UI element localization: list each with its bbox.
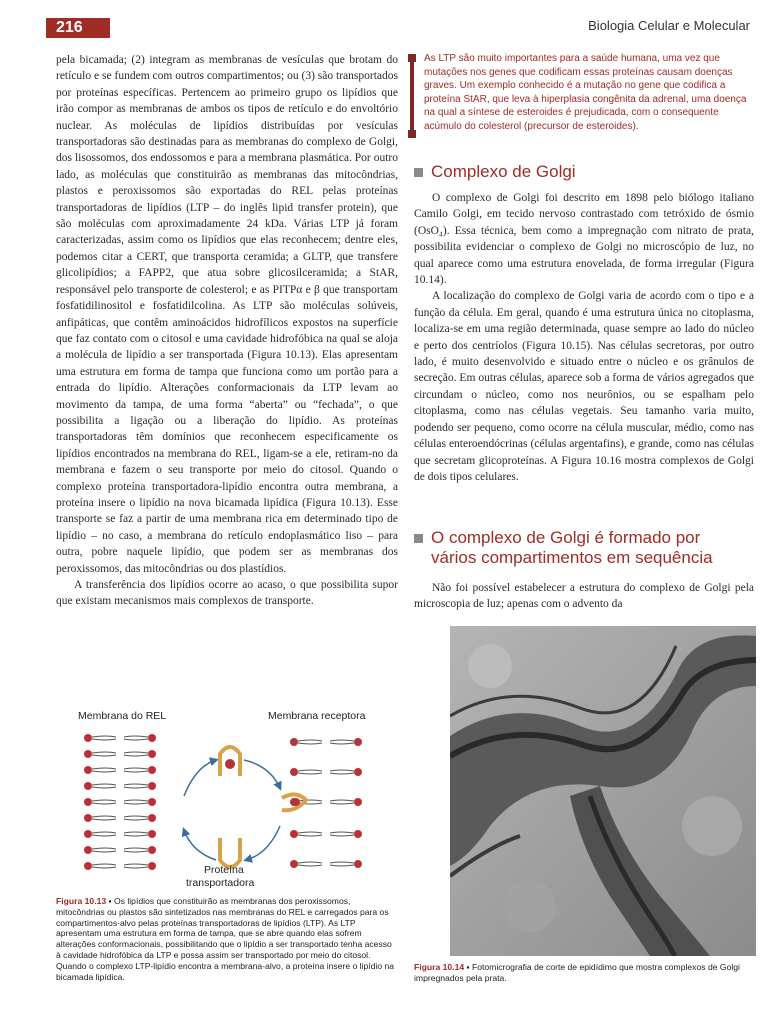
paragraph: A transferência dos lipídios ocorre ao acaso, o que possibilita supor que existam mecanismos mais complexos de transporte. <box>56 579 398 608</box>
ltp-protein-inserting-icon <box>282 794 306 810</box>
page-number: 216 <box>46 18 110 38</box>
section-heading-golgi <box>414 162 576 182</box>
figure-10-13-caption: Figura 10.13 ▪ Os lipídios que constituirão as membranas dos peroxissomos, mitocôndrias ou plastos são sintetizados nas membranas do REL e carregados para os compartimentos-alvo pelas proteínas transportadoras de lipídios (LTP). As LTP apresentam uma estrutura em forma de tampa, que se abre quando elas sofrem alterações conformacionais, possibilitando que o lipídio a ser transportado tenha acesso à cavidade hidrofóbica da LTP e possa assim ser transportado por meio do citosol. Quando o complexo LTP-lipídio encontra a membrana-alvo, a proteína insere o lipídio na bicamada lipídica. <box>56 896 395 982</box>
section-heading-compartments <box>414 528 754 568</box>
figure-10-14-caption: Figura 10.14 ▪ Fotomicrografia de corte de epidídimo que mostra complexos de Golgi impregnados pela prata. <box>414 962 740 983</box>
callout-bar <box>410 54 414 138</box>
ltp-protein-open-icon <box>220 838 240 867</box>
paragraph: Não foi possível estabelecer a estrutura do complexo de Golgi pela microscopia de luz; apenas com o advento da <box>414 582 754 611</box>
micrograph-image <box>450 626 756 956</box>
caption-label: Figura 10.13 <box>56 896 107 906</box>
bullet-square-icon <box>414 534 423 543</box>
callout-text: As LTP são muito importantes para a saúde humana, uma vez que mutações nos genes que codificam essas proteínas causam doenças graves. Um exemplo conhecido é a mutação no gene que codifica a proteína StAR, que leva à hiperplasia congênita da adrenal, uma doença na qual a síntese de esteroides é prejudicada, com o consequente acúmulo do colesterol (precursor de esteroides). <box>424 53 747 132</box>
paragraph: A localização do complexo de Golgi varia de acordo com o tipo e a função da célula. Em geral, quando é uma estrutura única no citoplasma, localiza-se em uma região determinada, quase sempre ao lado do núcleo e perto dos centríolos (Figura 10.15). Nas células secretoras, por outro lado, é muito desenvolvido e situado entre o núcleo e os grânulos de secreção. Em outras células, aparece sob a forma de vários agregados que circundam o núcleo, como nos neurônios, ou se espalham pelo citoplasma, como nas células vegetais. Seu tamanho varia muito, podendo ser pequeno, como ocorre na célula muscular, médio, como nas células enteroendócrinas (células argentafins), e grande, como nas células que secretam glicoproteínas. A Figura 10.16 mostra complexos de Golgi de dois tipos celulares. <box>414 290 754 483</box>
bullet-square-icon <box>414 168 423 177</box>
right-column <box>414 190 754 485</box>
paragraph: pela bicamada; (2) integram as membranas de vesículas que brotam do retículo e se fundem com outros compartimentos; ou (3) são transportados por proteínas específicas. Pertencem ao primeiro grupo os lipídios que irão compor as membranas de ambos os tipos de retículo e do envoltório nuclear. As moléculas de lipídios distribuídas por vesículas transportadoras são destinadas para as membranas do complexo de Golgi, dos lisossomos, dos endossomos e para a membrana plasmática. Por outro lado, as moléculas que constituirão as membranas das mitocôndrias, plastos e peroxissomos são exportadas do REL pelas proteínas transportadoras de lipídios (LTP – do inglês lipid transfer protein), que são moléculas com aproximadamente 24 kDa. Várias LTP já foram caracterizadas, assim como os lipídios que elas reconhecem; dentre eles, podemos citar a CERT, que transporta ceramida; a GLTP, que transfere glicolipídios; a FAPP2, que atua sobre glicosilceramida; a StAR, responsável pelo transporte de colesterol; e as PITPα e β que transportam fosfatidilinositol e fosfatidilcolina. As LTP são moléculas solúveis, anfipáticas, que contêm aminoácidos hidrofílicos expostos na superfície que faz contato com o citosol e uma cavidade hidrofóbica na qual se aloja a molécula de lipídio a ser transportada (Figura 10.13). Elas apresentam uma estrutura em forma de tampa que funciona como um portão para a entrada do lipídio. Alterações conformacionais da LTP levam ao movimento da tampa, de uma forma “aberta” ou “fechada”, o que possibilita a ligação ou a liberação do lipídio. As proteínas transportadoras têm domínios que reconhecem especificamente os lipídios encontrados na membrana do REL, ligam-se a ele, retiram-no da membrana e fazem o seu transporte por meio do citosol. Quando o complexo proteína transportadora-lipídio encontra outra membrana, a proteína insere o lipídio na nova bicamada lipídica (Figura 10.13). Esse transporte se faz a partir de uma membrana rica em determinado tipo de lipídio – no caso, a membrana do retículo endoplasmático liso – para outra, pobre naquele lipídio, que podem ser as membranas dos peroxissomos, das mitocôndrias ou dos plastídios. <box>56 54 398 575</box>
caption-text: Os lipídios que constituirão as membranas dos peroxissomos, mitocôndrias ou plastos são sintetizados nas membranas do REL e carregados para os compartimentos-alvo pelas proteínas transportadoras de lipídios (LTP). As LTP apresentam uma estrutura em forma de tampa, que se abre quando elas sofrem alterações conformacionais, possibilitando que o lipídio a ser transportado tenha acesso à cavidade hidrofóbica da LTP e possa assim ser transportado por meio do citosol. Quando o complexo LTP-lipídio encontra a membrana-alvo, a proteína insere o lipídio na bicamada lipídica. <box>56 896 395 982</box>
section-heading-line-1: O complexo de Golgi é formado por <box>431 528 701 547</box>
figure-10-14-micrograph <box>450 626 756 956</box>
section-heading-text: Complexo de Golgi <box>431 162 576 181</box>
section-heading-line-2: vários compartimentos em sequência <box>431 548 713 567</box>
running-title: Biologia Celular e Molecular <box>588 18 750 33</box>
ltp-protein-closed-icon <box>220 747 240 776</box>
label-receptor-membrane: Membrana receptora <box>268 710 366 722</box>
callout-box <box>410 52 754 133</box>
left-column <box>56 52 398 610</box>
caption-label: Figura 10.14 <box>414 962 465 972</box>
rel-membrane-lipids <box>84 734 156 870</box>
paragraph: O complexo de Golgi foi descrito em 1898 pelo biólogo italiano Camilo Golgi, em tecido nervoso contrastado com tetróxido de ósmio (OsO₄). Essa técnica, bem como a impregnação com nitrato de prata, possibilita evidenciar o complexo de Golgi no microscópio de luz, no qual aparece como uma estrutura enovelada, de forma irregular (Figura 10.14). <box>414 192 754 287</box>
label-rel-membrane: Membrana do REL <box>78 710 167 722</box>
caption-text: Fotomicrografia de corte de epidídimo que mostra complexos de Golgi impregnados pela prata. <box>414 962 740 983</box>
transport-cycle-arrows <box>184 760 280 860</box>
label-protein-line-1: Proteína <box>204 864 244 876</box>
figure-10-13 <box>56 706 398 902</box>
right-column-continued <box>414 580 754 613</box>
label-protein-line-2: transportadora <box>186 877 255 889</box>
